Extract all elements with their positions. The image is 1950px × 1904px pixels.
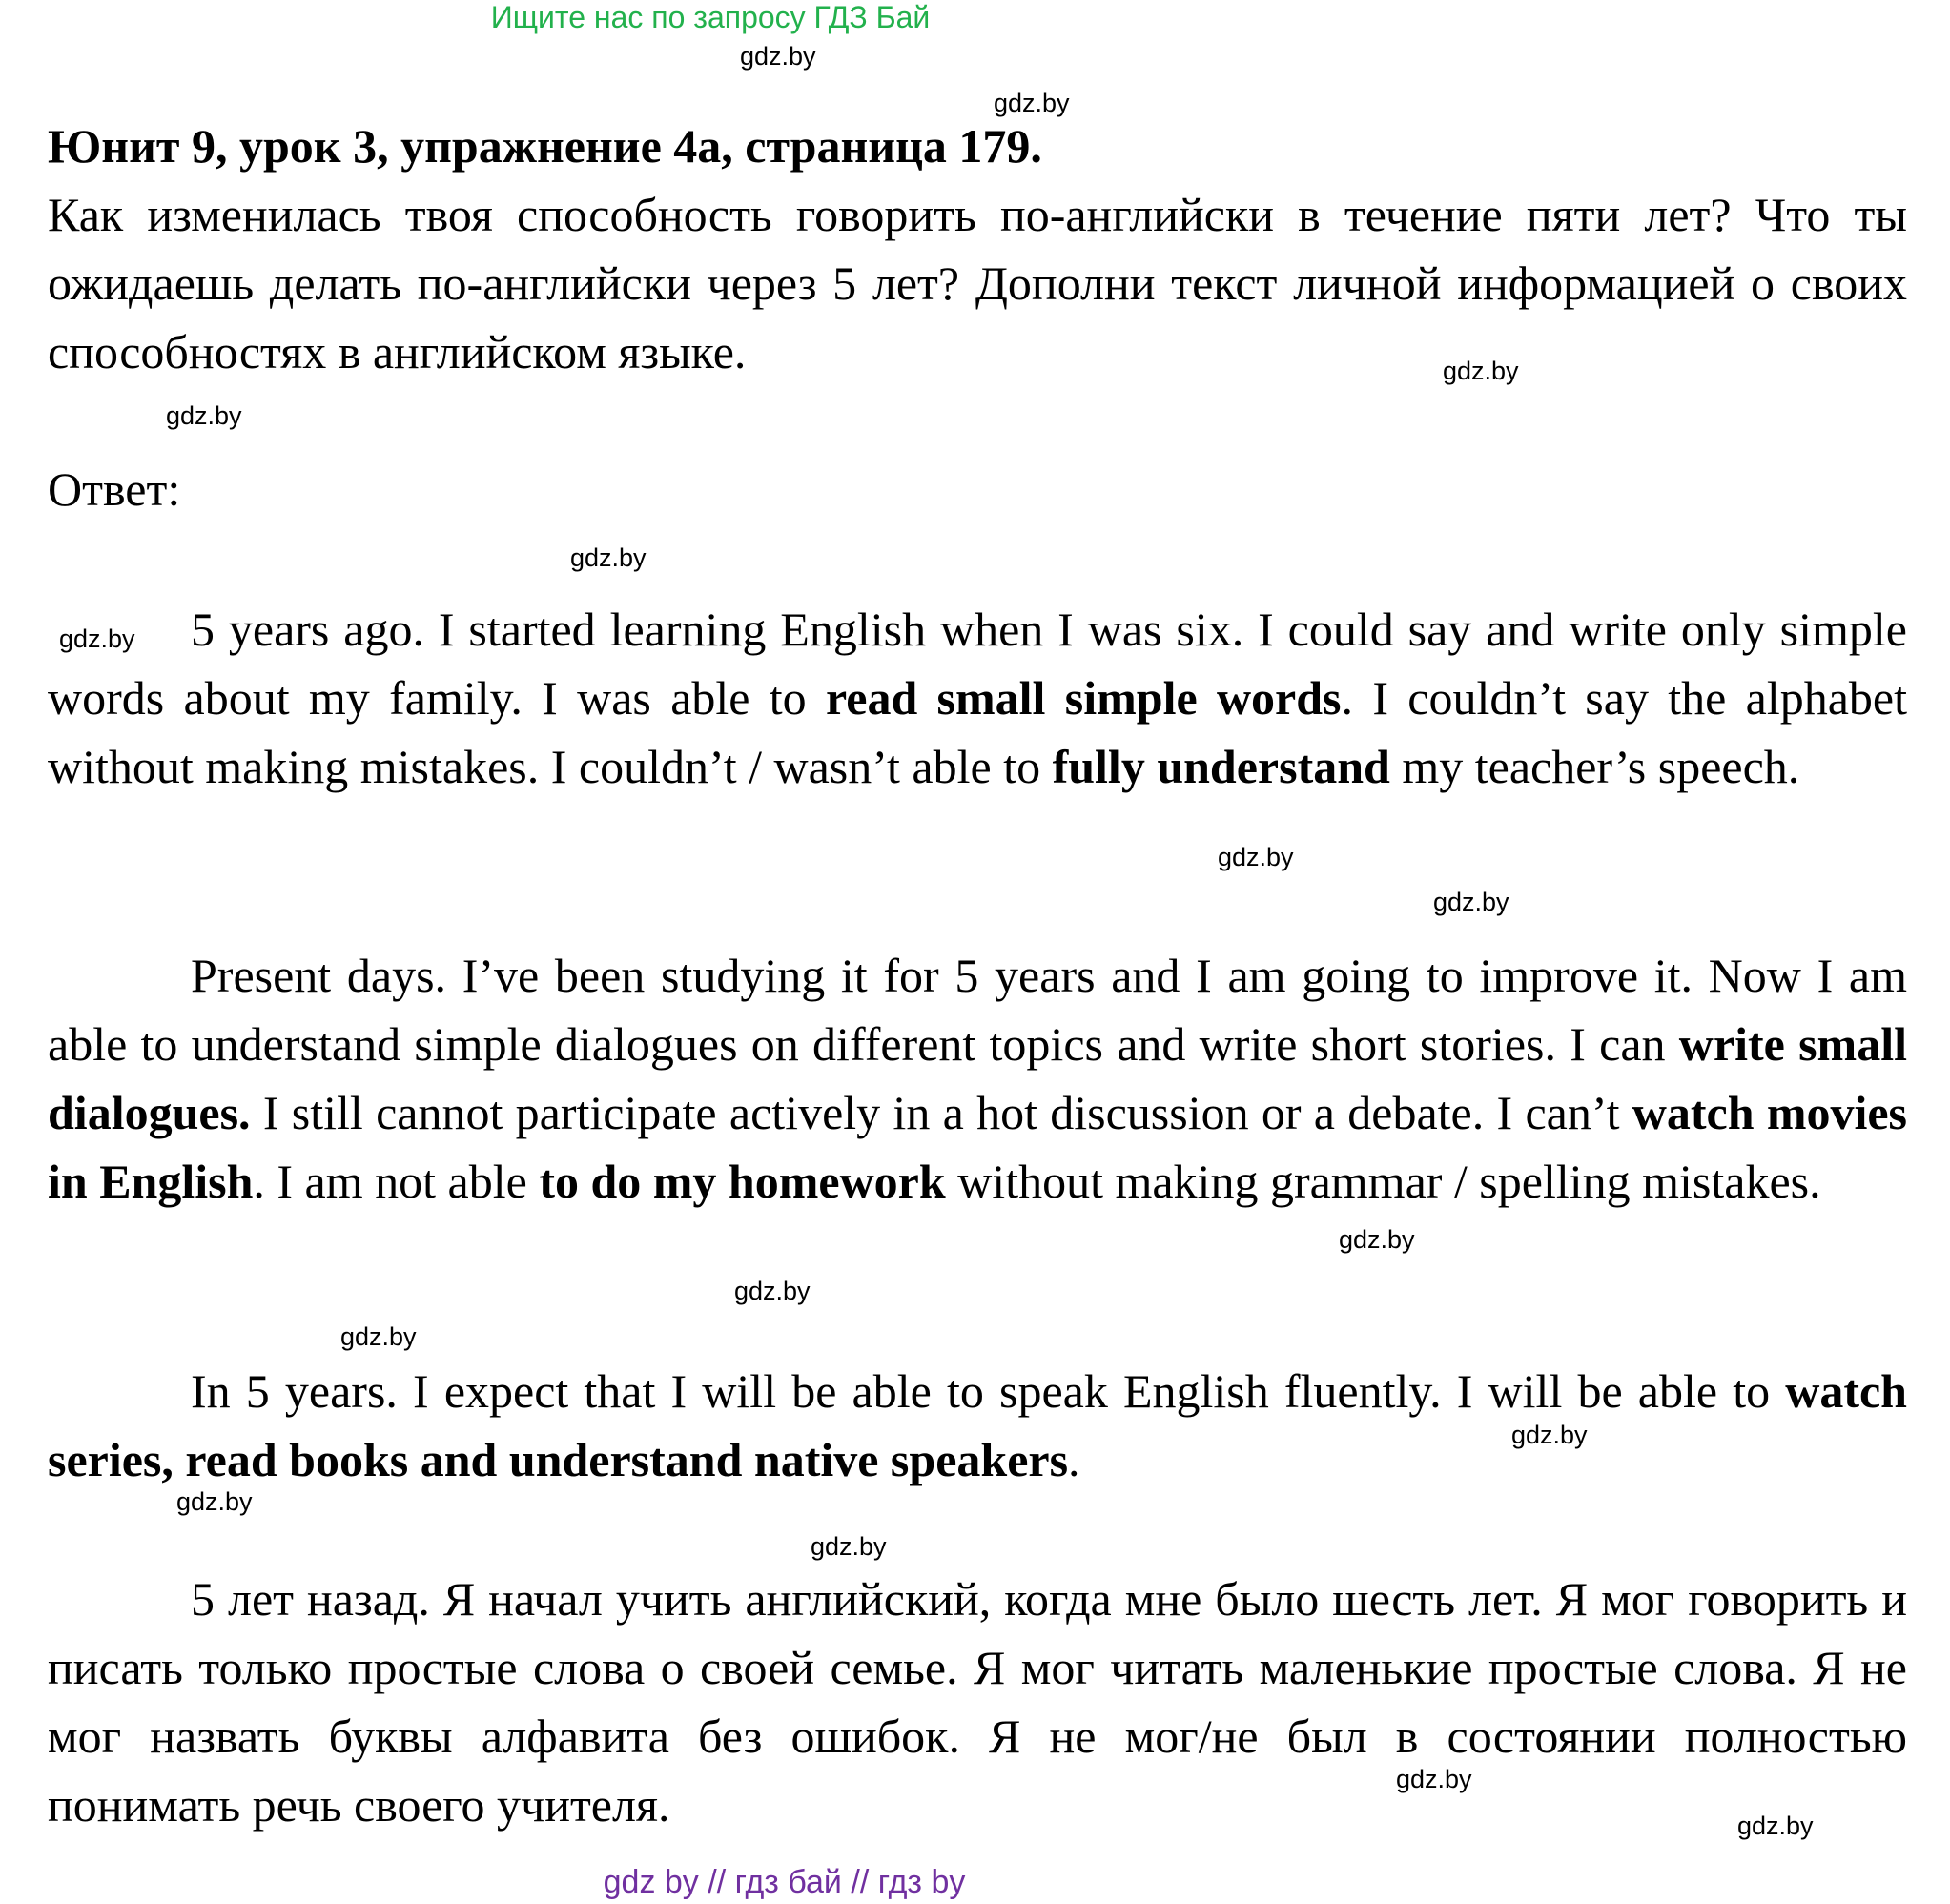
- watermark: gdz.by: [811, 1532, 887, 1561]
- footer-links: gdz by // гдз бай // гдз by: [603, 1864, 966, 1900]
- watermark: gdz.by: [994, 89, 1070, 117]
- answer-paragraph-future: In 5 years. I expect that I will be able to speak English fluently. I will be able to watch series, read books and understand native speakers.: [48, 1364, 1907, 1486]
- watermark: gdz.by: [1737, 1812, 1814, 1840]
- watermark: gdz.by: [166, 401, 242, 430]
- watermark: gdz.by: [740, 42, 816, 71]
- watermark: gdz.by: [340, 1322, 417, 1351]
- watermark: gdz.by: [734, 1277, 811, 1305]
- watermark: gdz.by: [59, 624, 135, 653]
- answer-paragraph-present: Present days. I’ve been studying it for 5 years and I am going to improve it. Now I am able to understand simple dialogues on different topics and write short stories. I can write small dialogues. I still cannot participate actively in a hot discussion or a debate. I can’t watch movies in English. I am not able to do my homework without making grammar / spelling mistakes.: [48, 949, 1908, 1208]
- watermark: gdz.by: [1511, 1421, 1588, 1449]
- page-title: Юнит 9, урок 3, упражнение 4а, страница 179.: [48, 119, 1042, 173]
- watermark: gdz.by: [1433, 888, 1509, 916]
- answer-label: Ответ:: [48, 462, 181, 516]
- task-text: Как изменилась твоя способность говорить по-английски в течение пяти лет? Что ты ожидаешь делать по-английски через 5 лет? Дополни текст личной информацией о своих способностях в английском языке.: [48, 188, 1907, 379]
- top-banner: Ищите нас по запросу ГДЗ Бай: [490, 0, 931, 34]
- answer-paragraph-past: 5 years ago. I started learning English when I was six. I could say and write only simple words about my family. I was able to read small simple words. I couldn’t say the alphabet without making mistakes. I couldn’t / wasn’t able to fully understand my teacher’s speech.: [48, 603, 1907, 793]
- watermark: gdz.by: [1396, 1765, 1472, 1793]
- watermark: gdz.by: [176, 1487, 253, 1516]
- translation-paragraph: 5 лет назад. Я начал учить английский, когда мне было шесть лет. Я мог говорить и писать только простые слова о своей семье. Я мог читать маленькие простые слова. Я не мог назвать буквы алфавита без ошибок. Я не мог/не был в состоянии полностью понимать речь своего учителя.: [48, 1572, 1907, 1832]
- watermark: gdz.by: [1443, 357, 1519, 385]
- watermark: gdz.by: [1339, 1225, 1415, 1254]
- watermark: gdz.by: [570, 543, 647, 572]
- watermark: gdz.by: [1218, 843, 1294, 871]
